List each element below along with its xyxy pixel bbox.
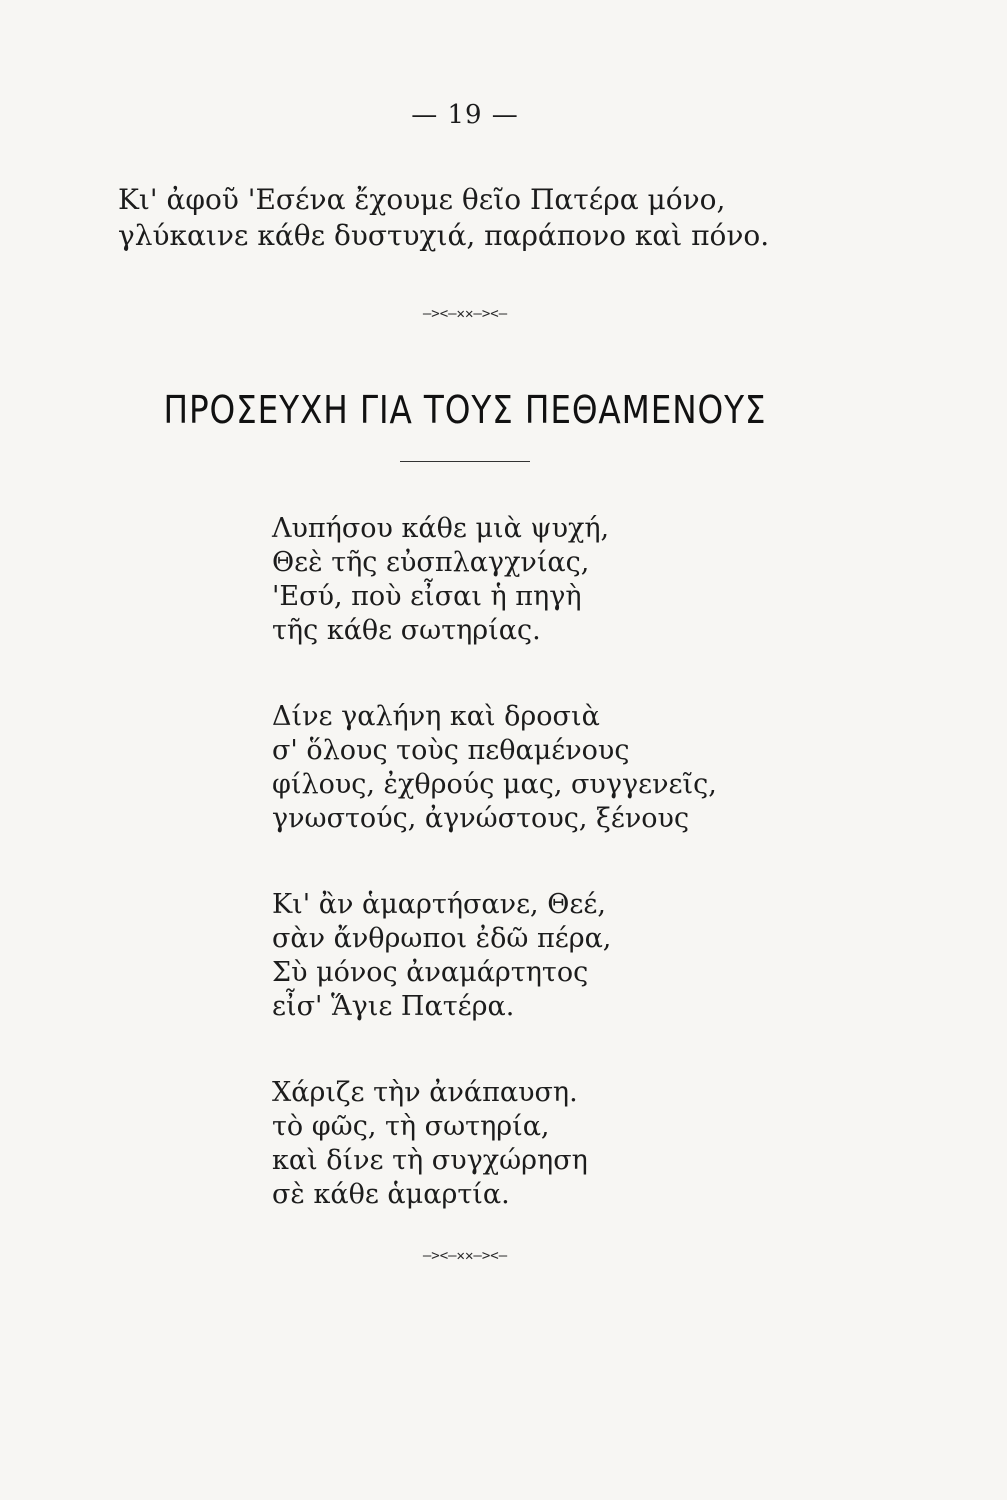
verse-line: Δίνε γαλήνη καὶ δροσιὰ (272, 701, 600, 732)
stanza (272, 512, 792, 648)
verse-line: Κι' ἀφοῦ 'Εσένα ἔχουμε θεῖο Πατέρα μόνο, (118, 183, 726, 216)
verse-line: γλύκαινε κάθε δυστυχιά, παράπονο καὶ πόνο. (118, 219, 770, 252)
verse-line: γνωστούς, ἀγνώστους, ξένους (272, 803, 690, 834)
verse-line: καὶ δίνε τὴ συγχώρηση (272, 1145, 588, 1176)
opening-couplet (118, 182, 878, 254)
verse-line: φίλους, ἐχθρούς μας, συγγενεῖς, (272, 769, 717, 800)
end-ornament: —><—✕✕—><— (422, 1248, 508, 1264)
verse-line: 'Εσύ, ποὺ εἶσαι ἡ πηγὴ (272, 581, 582, 612)
verse-line: σὰν ἄνθρωποι ἐδῶ πέρα, (272, 923, 612, 954)
verse-line: σὲ κάθε ἁμαρτία. (272, 1179, 510, 1210)
verse-line: Κι' ἂν ἁμαρτήσανε, Θεέ, (272, 889, 606, 920)
verse-line: Σὺ μόνος ἀναμάρτητος (272, 957, 589, 988)
stanza (272, 888, 792, 1024)
title-underline-rule (400, 461, 530, 462)
section-divider-ornament: —><—✕✕—><— (422, 306, 508, 322)
verse-line: εἶσ' Ἅγιε Πατέρα. (272, 991, 515, 1022)
stanza (272, 700, 792, 836)
verse-line: Χάριζε τὴν ἀνάπαυση. (272, 1077, 578, 1108)
poem-title: ΠΡΟΣΕΥΧΗ ΓΙΑ ΤΟΥΣ ΠΕΘΑΜΕΝΟΥΣ (163, 388, 767, 432)
verse-line: σ' ὅλους τοὺς πεθαμένους (272, 735, 630, 766)
verse-line: τὸ φῶς, τὴ σωτηρία, (272, 1111, 550, 1142)
page-number: — 19 — (411, 100, 519, 130)
verse-line: Λυπήσου κάθε μιὰ ψυχή, (272, 513, 610, 544)
verse-line: Θεὲ τῆς εὐσπλαγχνίας, (272, 547, 590, 578)
verse-line: τῆς κάθε σωτηρίας. (272, 615, 541, 646)
stanza (272, 1076, 792, 1212)
